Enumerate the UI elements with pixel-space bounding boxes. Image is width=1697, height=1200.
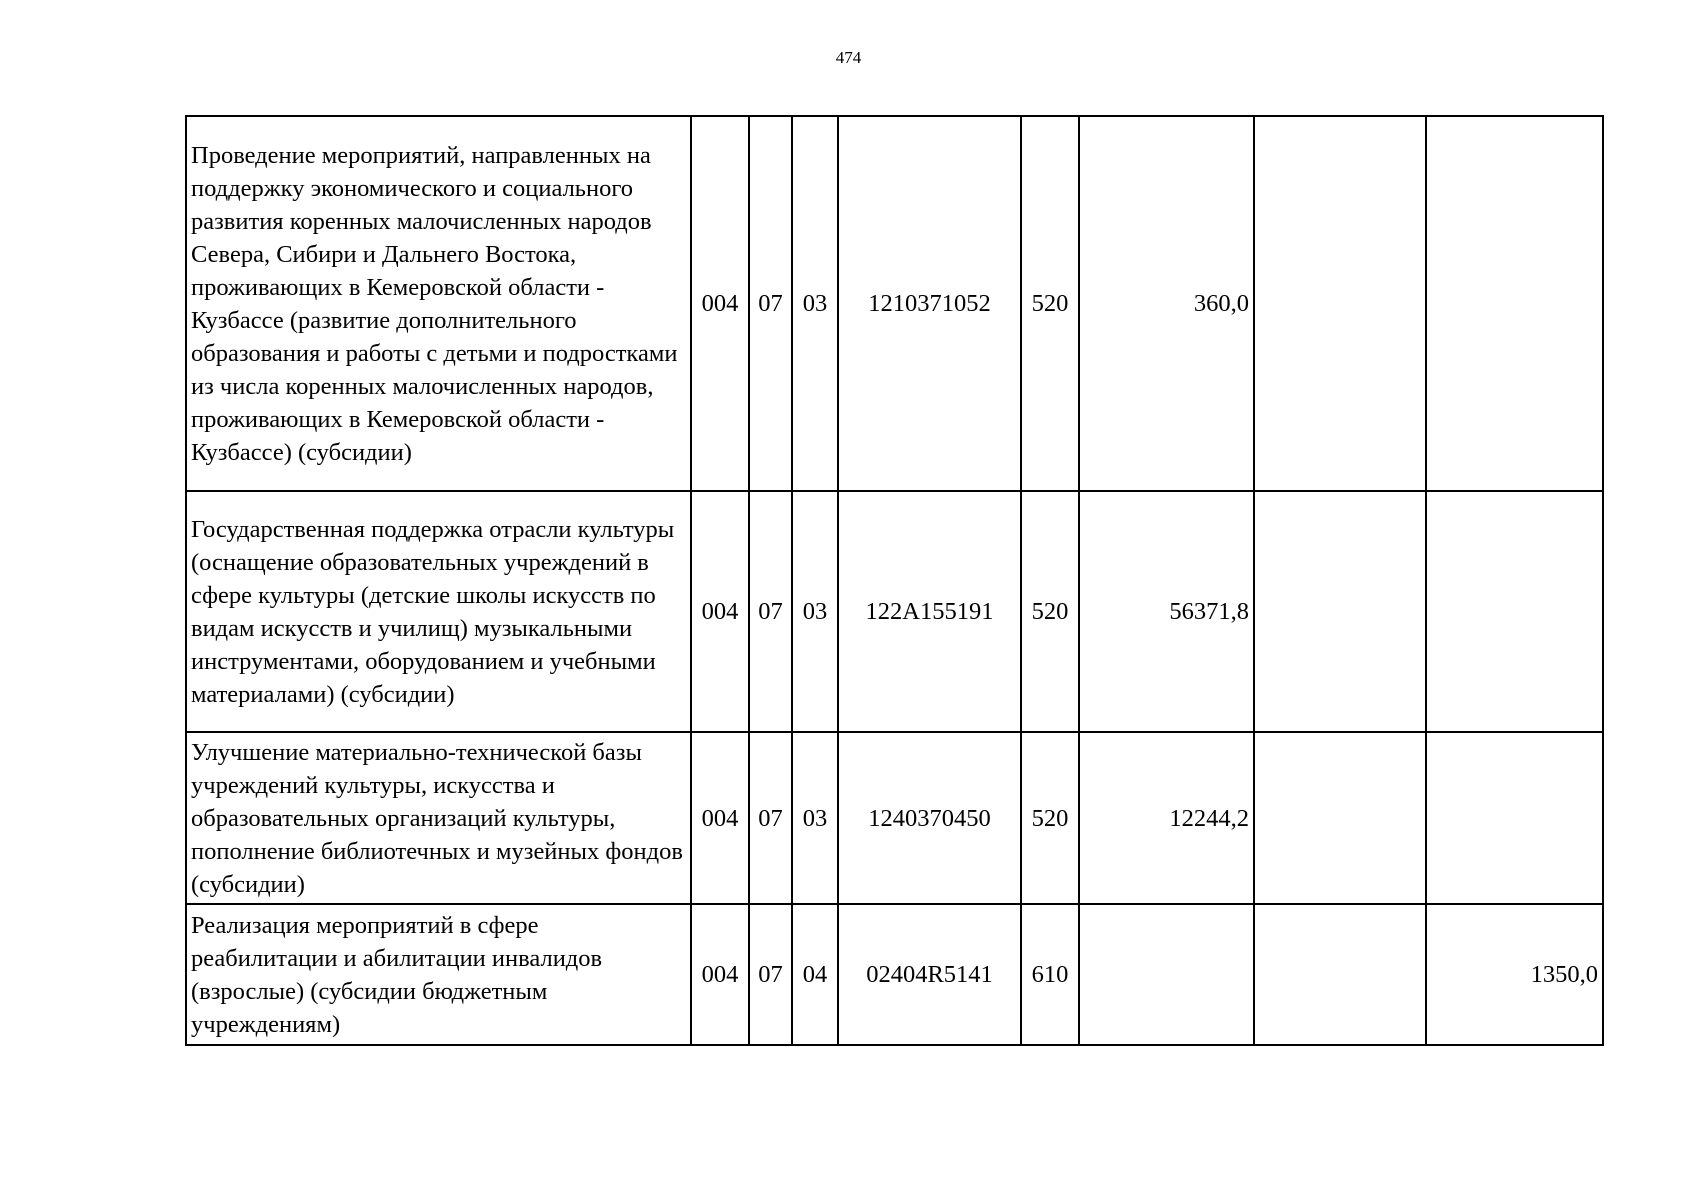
subsection-code: 03	[792, 116, 838, 491]
amount-col-2	[1254, 491, 1426, 732]
amount-col-3	[1426, 116, 1603, 491]
table-row	[186, 904, 1603, 1045]
amount-col-3	[1426, 732, 1603, 904]
section-code: 07	[749, 491, 792, 732]
ministry-code: 004	[691, 732, 749, 904]
amount-col-3: 1350,0	[1426, 904, 1603, 1045]
row-name: Улучшение материально-технической базы учреждений культуры, искусства и образовательных организаций культуры, пополнение библиотечных и музейных фондов (субсидии)	[186, 732, 691, 904]
expense-type-code: 520	[1021, 491, 1079, 732]
target-code: 02404R5141	[838, 904, 1021, 1045]
subsection-code: 04	[792, 904, 838, 1045]
row-name: Государственная поддержка отрасли культуры (оснащение образовательных учреждений в сфере культуры (детские школы искусств по видам искусств и училищ) музыкальными инструментами, оборудованием и учебными материалами) (субсидии)	[186, 491, 691, 732]
section-code: 07	[749, 904, 792, 1045]
amount-col-2	[1254, 904, 1426, 1045]
expense-type-code: 610	[1021, 904, 1079, 1045]
budget-table	[185, 115, 1604, 1046]
target-code: 1210371052	[838, 116, 1021, 491]
row-name: Проведение мероприятий, направленных на поддержку экономического и социального развития коренных малочисленных народов Севера, Сибири и Дальнего Востока, проживающих в Кемеровской области - Кузбассе (развитие дополнительного образования и работы с детьми и подростками из числа коренных малочисленных народов, проживающих в Кемеровской области - Кузбассе) (субсидии)	[186, 116, 691, 491]
amount-col-3	[1426, 491, 1603, 732]
subsection-code: 03	[792, 491, 838, 732]
amount-col-1: 56371,8	[1079, 491, 1254, 732]
ministry-code: 004	[691, 904, 749, 1045]
row-name: Реализация мероприятий в сфере реабилитации и абилитации инвалидов (взрослые) (субсидии бюджетным учреждениям)	[186, 904, 691, 1045]
table-row	[186, 116, 1603, 491]
table-row	[186, 732, 1603, 904]
amount-col-1	[1079, 904, 1254, 1045]
subsection-code: 03	[792, 732, 838, 904]
amount-col-1: 12244,2	[1079, 732, 1254, 904]
ministry-code: 004	[691, 491, 749, 732]
expense-type-code: 520	[1021, 116, 1079, 491]
amount-col-1: 360,0	[1079, 116, 1254, 491]
target-code: 1240370450	[838, 732, 1021, 904]
target-code: 122A155191	[838, 491, 1021, 732]
ministry-code: 004	[691, 116, 749, 491]
amount-col-2	[1254, 116, 1426, 491]
page-number: 474	[835, 48, 862, 67]
expense-type-code: 520	[1021, 732, 1079, 904]
section-code: 07	[749, 732, 792, 904]
amount-col-2	[1254, 732, 1426, 904]
section-code: 07	[749, 116, 792, 491]
table-row	[186, 491, 1603, 732]
